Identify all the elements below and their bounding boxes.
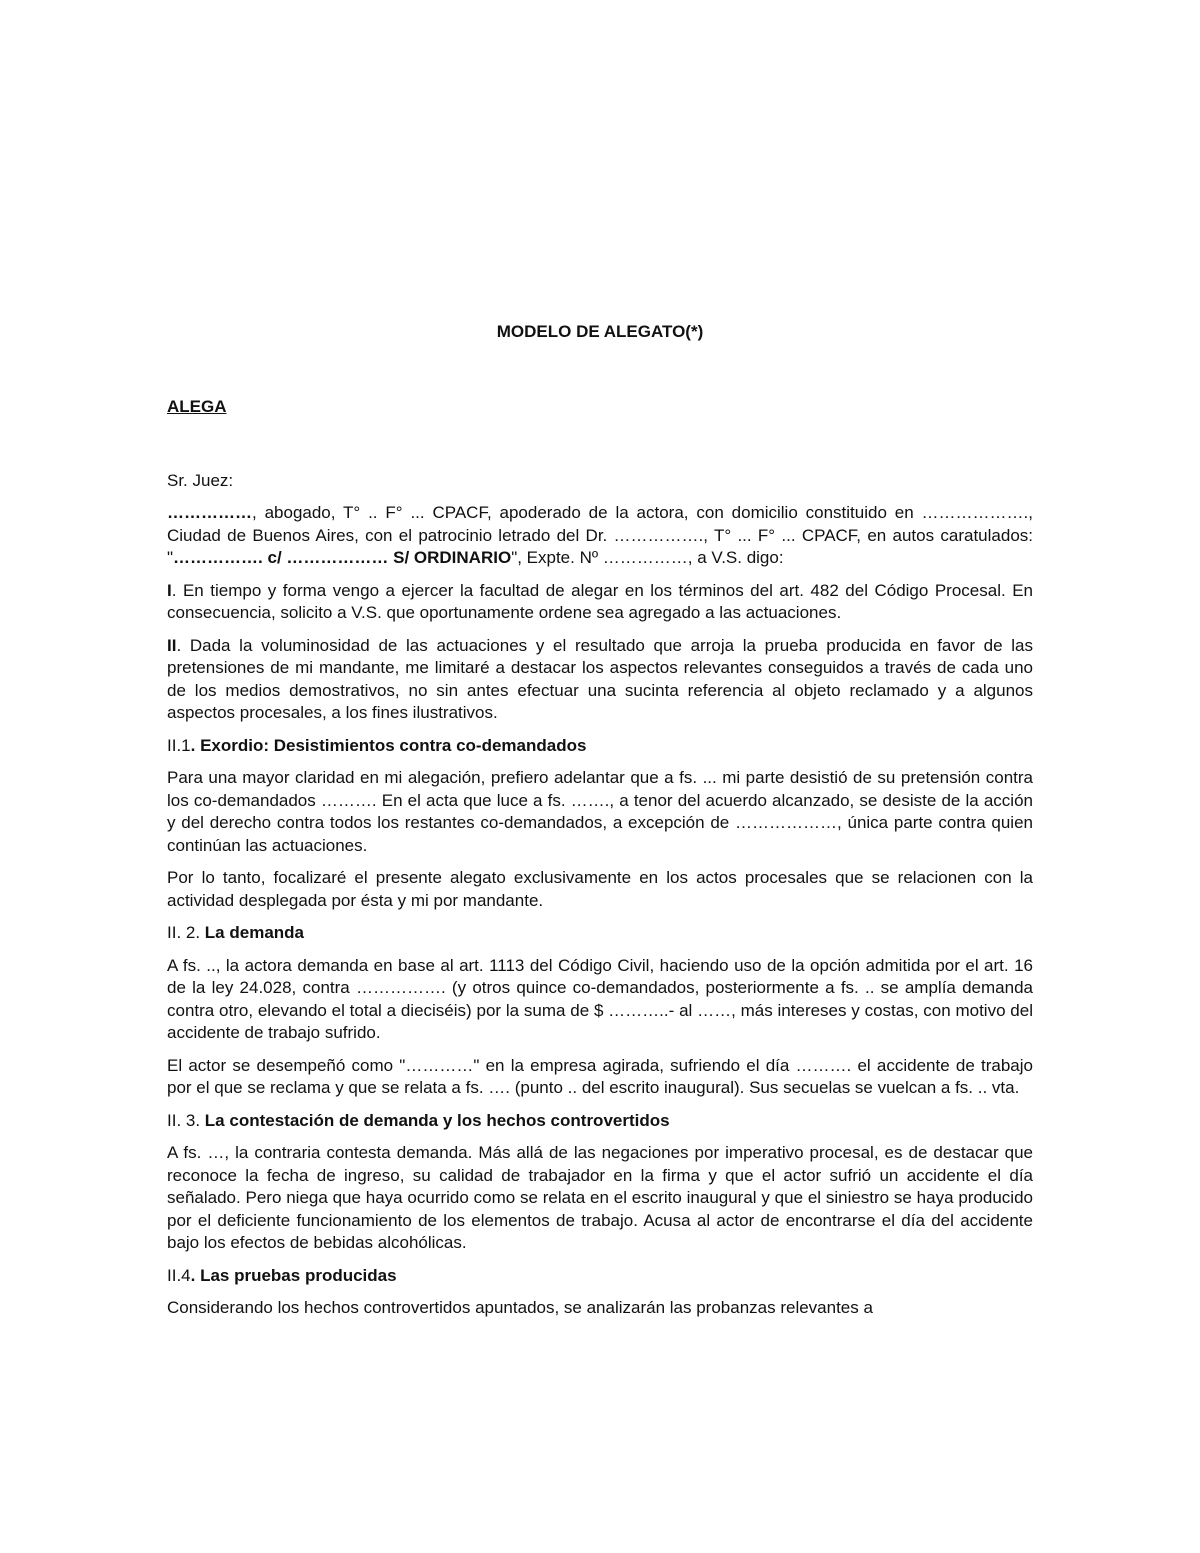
heading-II-4 [167,1265,1033,1288]
paragraph-demanda-1: A fs. .., la actora demanda en base al art. 1113 del Código Civil, haciendo uso de la opción admitida por el art. 16 de la ley 24.028, contra ……………. (y otros quince co-demandados, posteriormente a fs. .. se amplía demanda contra otro, elevando el total a dieciséis) por la suma de $ ………..- al ……, más intereses y costas, con motivo del accidente de trabajo sufrido. [167,955,1033,1042]
paragraph-II [167,635,1033,725]
paragraph-demanda-2: El actor se desempeñó como "…………" en la empresa agirada, sufriendo el día ………. el accidente de trabajo por el que se reclama y que se relata a fs. …. (punto .. del escrito inaugural). Sus secuelas se vuelcan a fs. .. vta. [167,1055,1033,1097]
document-body [167,502,1033,1330]
section-alega-heading: ALEGA [167,397,227,416]
paragraph-contestacion: A fs. …, la contraria contesta demanda. Más allá de las negaciones por imperativo procesal, es de destacar que reconoce la fecha de ingreso, su calidad de trabajador en la firma y que el actor sufrió un accidente el día señalado. Pero niega que haya ocurrido como se relata en el escrito inaugural y que el siniestro se haya producido por el deficiente funcionamiento de los elementos de trabajo. Acusa al actor de encontrarse el día del accidente bajo los efectos de bebidas alcohólicas. [167,1143,1033,1252]
heading-number: II. 2. [167,923,201,942]
intro-paragraph [167,502,1033,570]
document-title: MODELO DE ALEGATO(*) [496,322,704,341]
paragraph-number: II [167,635,177,655]
intro-text-1: , abogado, T° .. F° ... CPACF, apoderado de la actora, con domicilio constituido en ………………., Ciudad de Buenos Aires, con el patrocinio letrado del Dr. ……………., T° ... F° ... CPACF, en autos caratulados: " [167,503,1033,567]
heading-II-3 [167,1110,1033,1133]
salutation: Sr. Juez: [167,471,234,490]
heading-text: La demanda [200,923,304,942]
heading-II-2 [167,922,1033,945]
case-title: ……………. c/ ……………… S/ ORDINARIO [173,548,512,567]
paragraph-I [167,580,1033,625]
lawyer-name-blank: …………… [167,503,252,522]
paragraph-pruebas: Considerando los hechos controvertidos apuntados, se analizarán las probanzas relevantes a [167,1298,873,1317]
heading-II-1 [167,735,1033,758]
heading-text: La contestación de demanda y los hechos controvertidos [200,1110,670,1130]
paragraph-number: I [167,580,172,600]
paragraph-text: . En tiempo y forma vengo a ejercer la facultad de alegar en los términos del art. 482 del Código Procesal. En consecuencia, solicito a V.S. que oportunamente ordene sea agregado a las actuaciones. [167,580,1033,622]
intro-text-2: ", Expte. Nº ……………, a V.S. digo: [511,548,784,567]
heading-text: . Exordio: Desistimientos contra co-demandados [190,735,587,755]
heading-text: . Las pruebas producidas [190,1265,397,1285]
paragraph-exordio-2: Por lo tanto, focalizaré el presente alegato exclusivamente en los actos procesales que se relacionen con la actividad desplegada por ésta y mi por mandante. [167,868,1033,910]
paragraph-text: . Dada la voluminosidad de las actuaciones y el resultado que arroja la prueba producida en favor de las pretensiones de mi mandante, me limitaré a destacar los aspectos relevantes conseguidos a través de cada uno de los medios demostrativos, no sin antes efectuar una sucinta referencia al objeto reclamado y a algunos aspectos procesales, a los fines ilustrativos. [167,635,1033,722]
heading-number: II.1 [167,735,191,755]
heading-number: II.4 [167,1265,191,1285]
paragraph-exordio-1: Para una mayor claridad en mi alegación, prefiero adelantar que a fs. ... mi parte desistió de su pretensión contra los co-demandados ………. En el acta que luce a fs. ……., a tenor del acuerdo alcanzado, se desiste de la acción y del derecho contra todos los restantes co-demandados, a excepción de ………………, única parte contra quien continúan las actuaciones. [167,768,1033,855]
heading-number: II. 3. [167,1110,201,1130]
